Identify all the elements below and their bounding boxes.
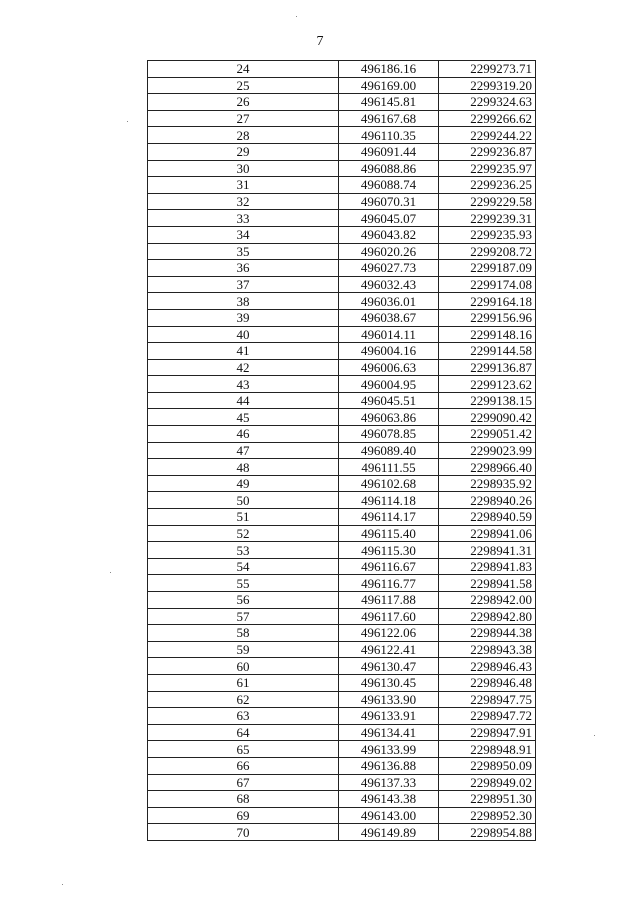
table-row	[148, 774, 536, 791]
table-row	[148, 525, 536, 542]
y-coordinate-cell: 2299208.72	[439, 243, 536, 260]
table-row	[148, 459, 536, 476]
table-row	[148, 509, 536, 526]
point-number-cell: 24	[148, 61, 339, 78]
point-number-cell: 48	[148, 459, 339, 476]
point-number-cell: 35	[148, 243, 339, 260]
y-coordinate-cell: 2299324.63	[439, 94, 536, 111]
y-coordinate-cell: 2299144.58	[439, 343, 536, 360]
y-coordinate-cell: 2299174.08	[439, 276, 536, 293]
point-number-cell: 58	[148, 625, 339, 642]
y-coordinate-cell: 2298948.91	[439, 741, 536, 758]
scan-speck	[127, 121, 128, 122]
y-coordinate-cell: 2298966.40	[439, 459, 536, 476]
table-row	[148, 592, 536, 609]
y-coordinate-cell: 2299156.96	[439, 309, 536, 326]
table-row	[148, 409, 536, 426]
table-row	[148, 724, 536, 741]
table-row	[148, 791, 536, 808]
point-number-cell: 37	[148, 276, 339, 293]
y-coordinate-cell: 2299319.20	[439, 77, 536, 94]
point-number-cell: 43	[148, 376, 339, 393]
y-coordinate-cell: 2299236.87	[439, 143, 536, 160]
x-coordinate-cell: 496091.44	[339, 143, 439, 160]
x-coordinate-cell: 496088.74	[339, 177, 439, 194]
x-coordinate-cell: 496133.99	[339, 741, 439, 758]
table-row	[148, 177, 536, 194]
x-coordinate-cell: 496134.41	[339, 724, 439, 741]
table-row	[148, 309, 536, 326]
y-coordinate-cell: 2298951.30	[439, 791, 536, 808]
point-number-cell: 30	[148, 160, 339, 177]
point-number-cell: 26	[148, 94, 339, 111]
table-row	[148, 475, 536, 492]
x-coordinate-cell: 496130.45	[339, 674, 439, 691]
table-row	[148, 293, 536, 310]
point-number-cell: 68	[148, 791, 339, 808]
x-coordinate-cell: 496043.82	[339, 226, 439, 243]
x-coordinate-cell: 496167.68	[339, 110, 439, 127]
x-coordinate-cell: 496020.26	[339, 243, 439, 260]
point-number-cell: 29	[148, 143, 339, 160]
x-coordinate-cell: 496027.73	[339, 260, 439, 277]
x-coordinate-cell: 496115.40	[339, 525, 439, 542]
y-coordinate-cell: 2298941.31	[439, 542, 536, 559]
coordinates-table	[147, 60, 536, 841]
x-coordinate-cell: 496116.77	[339, 575, 439, 592]
table-row	[148, 807, 536, 824]
x-coordinate-cell: 496006.63	[339, 359, 439, 376]
point-number-cell: 51	[148, 509, 339, 526]
x-coordinate-cell: 496133.91	[339, 708, 439, 725]
point-number-cell: 50	[148, 492, 339, 509]
x-coordinate-cell: 496078.85	[339, 426, 439, 443]
table-row	[148, 110, 536, 127]
point-number-cell: 45	[148, 409, 339, 426]
page-number: 7	[316, 34, 324, 49]
y-coordinate-cell: 2298944.38	[439, 625, 536, 642]
table-row	[148, 824, 536, 841]
table-row	[148, 442, 536, 459]
x-coordinate-cell: 496149.89	[339, 824, 439, 841]
table-row	[148, 641, 536, 658]
table-row	[148, 127, 536, 144]
y-coordinate-cell: 2298949.02	[439, 774, 536, 791]
table-row	[148, 608, 536, 625]
point-number-cell: 41	[148, 343, 339, 360]
y-coordinate-cell: 2298947.72	[439, 708, 536, 725]
point-number-cell: 25	[148, 77, 339, 94]
table-row	[148, 741, 536, 758]
y-coordinate-cell: 2299164.18	[439, 293, 536, 310]
x-coordinate-cell: 496122.41	[339, 641, 439, 658]
scan-speck	[296, 16, 297, 17]
x-coordinate-cell: 496110.35	[339, 127, 439, 144]
point-number-cell: 40	[148, 326, 339, 343]
point-number-cell: 59	[148, 641, 339, 658]
table-row	[148, 542, 536, 559]
y-coordinate-cell: 2299090.42	[439, 409, 536, 426]
point-number-cell: 55	[148, 575, 339, 592]
y-coordinate-cell: 2299229.58	[439, 193, 536, 210]
x-coordinate-cell: 496089.40	[339, 442, 439, 459]
table-row	[148, 61, 536, 78]
table-row	[148, 94, 536, 111]
y-coordinate-cell: 2299123.62	[439, 376, 536, 393]
table-row	[148, 376, 536, 393]
x-coordinate-cell: 496117.88	[339, 592, 439, 609]
table-row	[148, 674, 536, 691]
table-row	[148, 426, 536, 443]
y-coordinate-cell: 2298940.59	[439, 509, 536, 526]
x-coordinate-cell: 496114.18	[339, 492, 439, 509]
y-coordinate-cell: 2298941.06	[439, 525, 536, 542]
x-coordinate-cell: 496004.16	[339, 343, 439, 360]
y-coordinate-cell: 2299244.22	[439, 127, 536, 144]
point-number-cell: 54	[148, 558, 339, 575]
x-coordinate-cell: 496088.86	[339, 160, 439, 177]
x-coordinate-cell: 496038.67	[339, 309, 439, 326]
x-coordinate-cell: 496045.07	[339, 210, 439, 227]
table-row	[148, 77, 536, 94]
y-coordinate-cell: 2298950.09	[439, 757, 536, 774]
y-coordinate-cell: 2299236.25	[439, 177, 536, 194]
table-row	[148, 160, 536, 177]
point-number-cell: 65	[148, 741, 339, 758]
x-coordinate-cell: 496036.01	[339, 293, 439, 310]
table-row	[148, 326, 536, 343]
x-coordinate-cell: 496111.55	[339, 459, 439, 476]
table-row	[148, 691, 536, 708]
table-row	[148, 226, 536, 243]
scan-speck	[62, 884, 63, 885]
point-number-cell: 61	[148, 674, 339, 691]
table-row	[148, 708, 536, 725]
point-number-cell: 56	[148, 592, 339, 609]
x-coordinate-cell: 496122.06	[339, 625, 439, 642]
table-row	[148, 343, 536, 360]
x-coordinate-cell: 496133.90	[339, 691, 439, 708]
x-coordinate-cell: 496014.11	[339, 326, 439, 343]
point-number-cell: 44	[148, 392, 339, 409]
y-coordinate-cell: 2299023.99	[439, 442, 536, 459]
x-coordinate-cell: 496169.00	[339, 77, 439, 94]
point-number-cell: 38	[148, 293, 339, 310]
y-coordinate-cell: 2298947.75	[439, 691, 536, 708]
y-coordinate-cell: 2299235.93	[439, 226, 536, 243]
point-number-cell: 31	[148, 177, 339, 194]
point-number-cell: 62	[148, 691, 339, 708]
x-coordinate-cell: 496115.30	[339, 542, 439, 559]
point-number-cell: 34	[148, 226, 339, 243]
table-row	[148, 575, 536, 592]
y-coordinate-cell: 2299138.15	[439, 392, 536, 409]
table-row	[148, 658, 536, 675]
table-row	[148, 143, 536, 160]
table-row	[148, 276, 536, 293]
table-row	[148, 558, 536, 575]
point-number-cell: 39	[148, 309, 339, 326]
table-row	[148, 243, 536, 260]
y-coordinate-cell: 2298942.00	[439, 592, 536, 609]
table-row	[148, 359, 536, 376]
x-coordinate-cell: 496143.00	[339, 807, 439, 824]
x-coordinate-cell: 496114.17	[339, 509, 439, 526]
x-coordinate-cell: 496137.33	[339, 774, 439, 791]
table-row	[148, 193, 536, 210]
y-coordinate-cell: 2298946.43	[439, 658, 536, 675]
table-row	[148, 260, 536, 277]
y-coordinate-cell: 2299136.87	[439, 359, 536, 376]
point-number-cell: 42	[148, 359, 339, 376]
x-coordinate-cell: 496116.67	[339, 558, 439, 575]
x-coordinate-cell: 496136.88	[339, 757, 439, 774]
point-number-cell: 60	[148, 658, 339, 675]
x-coordinate-cell: 496032.43	[339, 276, 439, 293]
table-row	[148, 492, 536, 509]
y-coordinate-cell: 2298940.26	[439, 492, 536, 509]
y-coordinate-cell: 2299235.97	[439, 160, 536, 177]
y-coordinate-cell: 2299273.71	[439, 61, 536, 78]
point-number-cell: 49	[148, 475, 339, 492]
table-row	[148, 757, 536, 774]
point-number-cell: 52	[148, 525, 339, 542]
point-number-cell: 69	[148, 807, 339, 824]
y-coordinate-cell: 2299148.16	[439, 326, 536, 343]
point-number-cell: 47	[148, 442, 339, 459]
x-coordinate-cell: 496117.60	[339, 608, 439, 625]
y-coordinate-cell: 2298943.38	[439, 641, 536, 658]
x-coordinate-cell: 496102.68	[339, 475, 439, 492]
x-coordinate-cell: 496145.81	[339, 94, 439, 111]
scan-speck	[110, 572, 111, 573]
x-coordinate-cell: 496186.16	[339, 61, 439, 78]
x-coordinate-cell: 496063.86	[339, 409, 439, 426]
point-number-cell: 27	[148, 110, 339, 127]
y-coordinate-cell: 2298954.88	[439, 824, 536, 841]
point-number-cell: 67	[148, 774, 339, 791]
y-coordinate-cell: 2298941.58	[439, 575, 536, 592]
x-coordinate-cell: 496070.31	[339, 193, 439, 210]
x-coordinate-cell: 496045.51	[339, 392, 439, 409]
y-coordinate-cell: 2298946.48	[439, 674, 536, 691]
x-coordinate-cell: 496130.47	[339, 658, 439, 675]
point-number-cell: 64	[148, 724, 339, 741]
y-coordinate-cell: 2299239.31	[439, 210, 536, 227]
point-number-cell: 66	[148, 757, 339, 774]
point-number-cell: 46	[148, 426, 339, 443]
y-coordinate-cell: 2298941.83	[439, 558, 536, 575]
point-number-cell: 70	[148, 824, 339, 841]
x-coordinate-cell: 496004.95	[339, 376, 439, 393]
x-coordinate-cell: 496143.38	[339, 791, 439, 808]
y-coordinate-cell: 2299266.62	[439, 110, 536, 127]
y-coordinate-cell: 2299187.09	[439, 260, 536, 277]
point-number-cell: 36	[148, 260, 339, 277]
point-number-cell: 32	[148, 193, 339, 210]
point-number-cell: 28	[148, 127, 339, 144]
point-number-cell: 63	[148, 708, 339, 725]
y-coordinate-cell: 2298942.80	[439, 608, 536, 625]
table-row	[148, 625, 536, 642]
scan-speck	[594, 735, 595, 736]
y-coordinate-cell: 2298952.30	[439, 807, 536, 824]
table-row	[148, 210, 536, 227]
point-number-cell: 57	[148, 608, 339, 625]
point-number-cell: 33	[148, 210, 339, 227]
y-coordinate-cell: 2298935.92	[439, 475, 536, 492]
point-number-cell: 53	[148, 542, 339, 559]
y-coordinate-cell: 2299051.42	[439, 426, 536, 443]
coordinates-table-body	[148, 61, 536, 841]
table-row	[148, 392, 536, 409]
y-coordinate-cell: 2298947.91	[439, 724, 536, 741]
